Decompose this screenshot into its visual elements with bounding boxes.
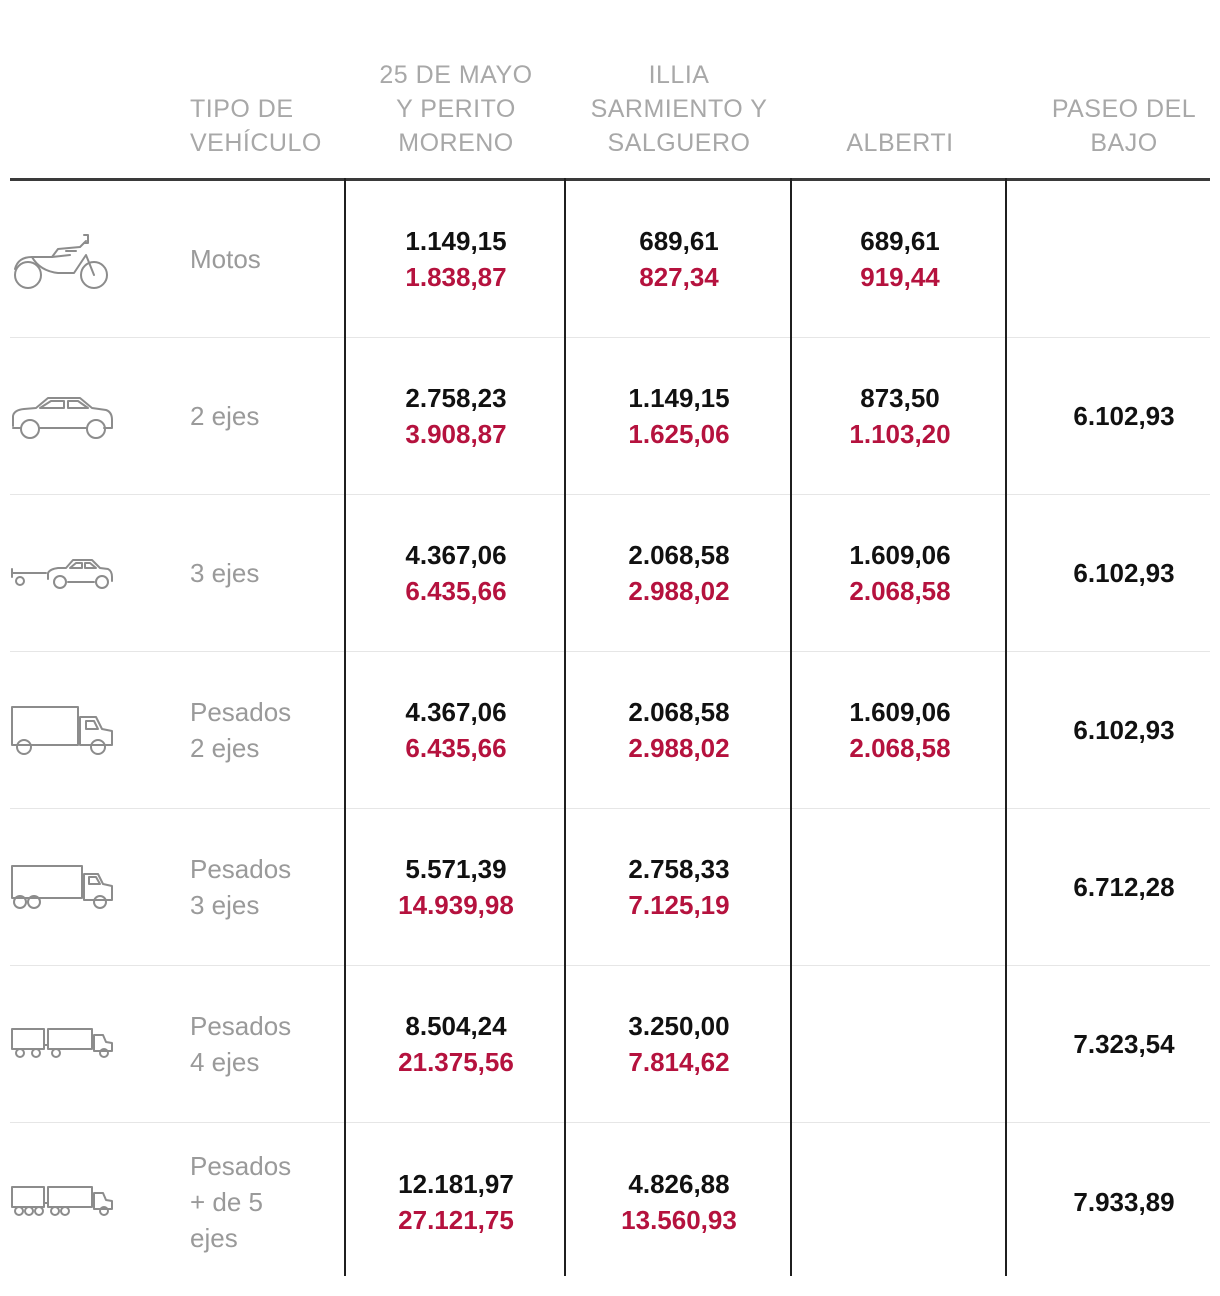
toll-value: 4.826,88	[628, 1169, 730, 1199]
toll-value-new: 1.625,06	[628, 419, 730, 449]
header-c4-line: BAJO	[1090, 129, 1158, 157]
header-c2-line: SARMIENTO Y	[590, 95, 768, 123]
header-tipo	[190, 92, 350, 160]
toll-cell-c3	[792, 1123, 1008, 1281]
vehicle-type-line: 4 ejes	[190, 1047, 260, 1077]
header-paseo-del-bajo	[1008, 92, 1220, 160]
toll-value: 1.609,06	[849, 697, 951, 727]
toll-cell-c1	[346, 338, 566, 494]
toll-cell-c4	[1008, 181, 1220, 337]
toll-value: 1.609,06	[849, 540, 951, 570]
vehicle-type-line: Pesados	[190, 1151, 292, 1181]
toll-value: 2.758,33	[628, 854, 730, 884]
toll-cell-c3	[792, 495, 1008, 651]
toll-value: 6.712,28	[1073, 872, 1175, 902]
vehicle-type-line: Motos	[190, 244, 261, 274]
toll-value: 1.149,15	[628, 383, 730, 413]
toll-cell-c4	[1008, 966, 1220, 1122]
vehicle-type-line: Pesados	[190, 854, 292, 884]
toll-value: 6.102,93	[1073, 715, 1175, 745]
toll-value-new: 13.560,93	[621, 1205, 737, 1235]
header-c2-line: SALGUERO	[607, 129, 751, 157]
header-tipo-line: VEHÍCULO	[190, 129, 322, 157]
toll-value-new: 27.121,75	[398, 1205, 514, 1235]
vehicle-type-label	[190, 809, 340, 965]
car-icon	[10, 338, 120, 494]
toll-cell-c2	[566, 966, 792, 1122]
vehicle-type-label	[190, 495, 340, 651]
toll-value: 4.367,06	[405, 540, 507, 570]
header-c2-line: ILLIA	[648, 61, 710, 89]
toll-cell-c2	[566, 652, 792, 808]
toll-cell-c3	[792, 809, 1008, 965]
header-c1-line: Y PERITO	[396, 95, 516, 123]
header-25-de-mayo	[346, 58, 566, 160]
toll-cell-c4	[1008, 338, 1220, 494]
toll-value-new: 3.908,87	[405, 419, 507, 449]
vehicle-type-line: 2 ejes	[190, 401, 260, 431]
vehicle-type-line: Pesados	[190, 1011, 292, 1041]
toll-cell-c3	[792, 181, 1008, 337]
toll-cell-c3	[792, 652, 1008, 808]
toll-value-new: 6.435,66	[405, 733, 507, 763]
toll-cell-c1	[346, 966, 566, 1122]
vehicle-type-line: Pesados	[190, 697, 292, 727]
toll-value: 1.149,15	[405, 226, 507, 256]
toll-cell-c4	[1008, 495, 1220, 651]
column-divider	[564, 178, 566, 1276]
truck-2-axles-icon	[10, 652, 120, 808]
toll-value: 6.102,93	[1073, 401, 1175, 431]
vehicle-type-line: 3 ejes	[190, 558, 260, 588]
vehicle-type-label	[190, 338, 340, 494]
header-alberti	[792, 126, 1008, 160]
toll-table	[10, 0, 1210, 1281]
table-row	[10, 809, 1210, 966]
toll-value-new: 14.939,98	[398, 890, 514, 920]
column-divider	[1005, 178, 1007, 1276]
toll-cell-c2	[566, 1123, 792, 1281]
toll-cell-c3	[792, 338, 1008, 494]
toll-value-new: 919,44	[860, 262, 940, 292]
car-trailer-icon	[10, 495, 120, 651]
toll-value-new: 2.988,02	[628, 576, 730, 606]
header-c3-line: ALBERTI	[846, 129, 954, 157]
table-row	[10, 181, 1210, 338]
truck-4-axles-icon	[10, 966, 120, 1122]
toll-cell-c1	[346, 181, 566, 337]
column-divider	[344, 178, 346, 1276]
toll-value-new: 1.103,20	[849, 419, 951, 449]
toll-value: 7.933,89	[1073, 1187, 1175, 1217]
table-row	[10, 338, 1210, 495]
toll-value-new: 1.838,87	[405, 262, 507, 292]
header-c4-line: PASEO DEL	[1051, 95, 1197, 123]
header-tipo-line: TIPO DE	[190, 95, 294, 123]
toll-value: 5.571,39	[405, 854, 507, 884]
toll-value: 6.102,93	[1073, 558, 1175, 588]
toll-value: 873,50	[860, 383, 940, 413]
vehicle-type-label	[190, 181, 340, 337]
table-header	[10, 0, 1210, 181]
vehicle-type-label	[190, 966, 340, 1122]
toll-cell-c1	[346, 652, 566, 808]
toll-value-new: 7.125,19	[628, 890, 730, 920]
toll-value-new: 2.068,58	[849, 576, 951, 606]
truck-5-axles-icon	[10, 1123, 120, 1281]
toll-cell-c2	[566, 809, 792, 965]
toll-cell-c1	[346, 809, 566, 965]
toll-value: 2.068,58	[628, 697, 730, 727]
toll-value-new: 2.988,02	[628, 733, 730, 763]
vehicle-type-label	[190, 652, 340, 808]
table-body	[10, 181, 1210, 1281]
header-c1-line: MORENO	[398, 129, 514, 157]
table-row	[10, 966, 1210, 1123]
toll-cell-c4	[1008, 809, 1220, 965]
column-divider	[790, 178, 792, 1276]
toll-value-new: 21.375,56	[398, 1047, 514, 1077]
toll-value: 8.504,24	[405, 1011, 507, 1041]
vehicle-type-line: + de 5	[190, 1187, 264, 1217]
toll-cell-c4	[1008, 652, 1220, 808]
truck-3-axles-icon	[10, 809, 120, 965]
toll-cell-c2	[566, 495, 792, 651]
vehicle-type-line: 3 ejes	[190, 890, 260, 920]
toll-cell-c1	[346, 495, 566, 651]
toll-value-new: 7.814,62	[628, 1047, 730, 1077]
toll-value-new: 6.435,66	[405, 576, 507, 606]
toll-value-new: 2.068,58	[849, 733, 951, 763]
toll-cell-c4	[1008, 1123, 1220, 1281]
toll-value: 12.181,97	[398, 1169, 514, 1199]
vehicle-type-label	[190, 1123, 340, 1281]
toll-value: 2.068,58	[628, 540, 730, 570]
table-row	[10, 495, 1210, 652]
motorcycle-icon	[10, 181, 120, 337]
toll-value: 689,61	[860, 226, 940, 256]
toll-value: 4.367,06	[405, 697, 507, 727]
header-illia	[566, 58, 792, 160]
toll-cell-c2	[566, 181, 792, 337]
toll-cell-c1	[346, 1123, 566, 1281]
toll-value: 7.323,54	[1073, 1029, 1175, 1059]
table-row	[10, 652, 1210, 809]
header-c1-line: 25 DE MAYO	[379, 61, 533, 89]
vehicle-type-line: 2 ejes	[190, 733, 260, 763]
table-row	[10, 1123, 1210, 1281]
toll-cell-c2	[566, 338, 792, 494]
vehicle-type-line: ejes	[190, 1223, 238, 1253]
toll-value-new: 827,34	[639, 262, 719, 292]
toll-cell-c3	[792, 966, 1008, 1122]
toll-value: 3.250,00	[628, 1011, 730, 1041]
toll-value: 2.758,23	[405, 383, 507, 413]
toll-value: 689,61	[639, 226, 719, 256]
